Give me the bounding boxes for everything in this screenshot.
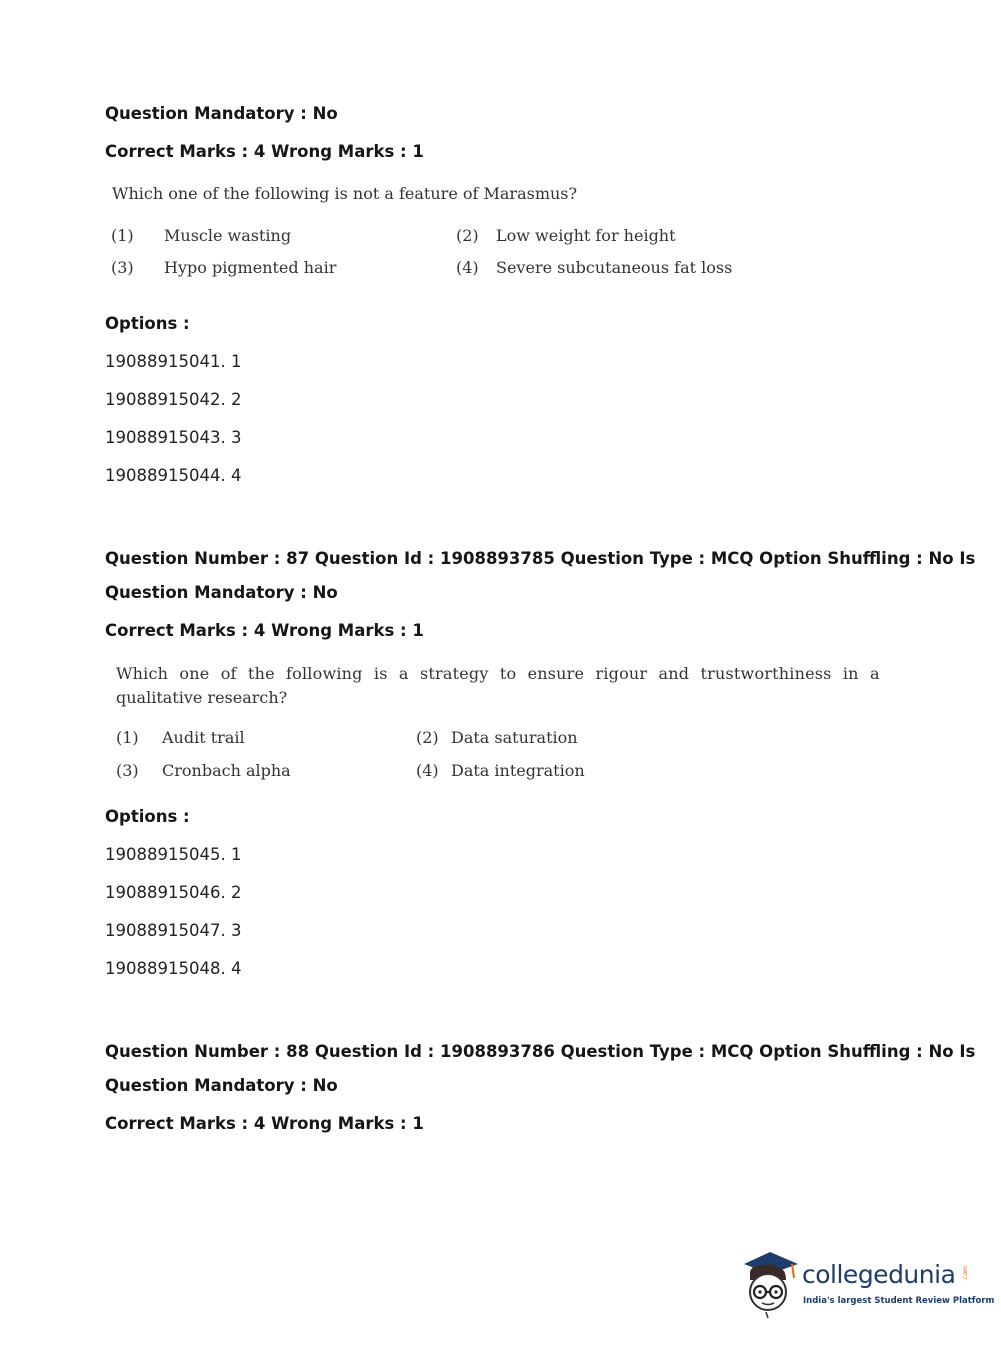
option-id: 19088915043. 3: [105, 428, 242, 447]
logo-suffix: .com: [961, 1266, 969, 1281]
question-mandatory: Question Mandatory : No: [105, 583, 338, 602]
option-id: 19088915042. 2: [105, 390, 242, 409]
option-id: 19088915041. 1: [105, 352, 242, 371]
choice-text: Data integration: [451, 761, 585, 780]
question-header: Question Number : 88 Question Id : 1908893786 Question Type : MCQ Option Shuffling : No Is: [105, 1042, 976, 1061]
choice-text: Data saturation: [451, 728, 578, 747]
mascot-icon: [740, 1250, 802, 1320]
choice-text: Low weight for height: [496, 226, 676, 245]
collegedunia-logo: [740, 1250, 995, 1320]
question-mandatory: Question Mandatory : No: [105, 104, 338, 123]
options-label: Options :: [105, 807, 190, 826]
option-id: 19088915045. 1: [105, 845, 242, 864]
marks-line: Correct Marks : 4 Wrong Marks : 1: [105, 142, 424, 161]
question-text: Which one of the following is a strategy to ensure rigour and trustworthiness in a: [116, 664, 880, 683]
marks-line: Correct Marks : 4 Wrong Marks : 1: [105, 621, 424, 640]
question-text: Which one of the following is not a feature of Marasmus?: [112, 184, 578, 203]
choice-text: Cronbach alpha: [162, 761, 291, 780]
option-id: 19088915046. 2: [105, 883, 242, 902]
choice-number: (3): [111, 258, 134, 277]
choice-text: Audit trail: [162, 728, 245, 747]
choice-number: (4): [416, 761, 439, 780]
options-label: Options :: [105, 314, 190, 333]
choice-number: (1): [116, 728, 139, 747]
marks-line: Correct Marks : 4 Wrong Marks : 1: [105, 1114, 424, 1133]
choice-number: (1): [111, 226, 134, 245]
logo-wordmark: collegedunia: [802, 1260, 956, 1289]
option-id: 19088915048. 4: [105, 959, 242, 978]
option-id: 19088915044. 4: [105, 466, 242, 485]
choice-text: Muscle wasting: [164, 226, 292, 245]
choice-text: Hypo pigmented hair: [164, 258, 337, 277]
question-mandatory: Question Mandatory : No: [105, 1076, 338, 1095]
choice-number: (2): [456, 226, 479, 245]
choice-number: (4): [456, 258, 479, 277]
choice-number: (3): [116, 761, 139, 780]
logo-tagline: India's largest Student Review Platform: [803, 1296, 995, 1306]
choice-number: (2): [416, 728, 439, 747]
question-text-continued: qualitative research?: [116, 688, 288, 707]
option-id: 19088915047. 3: [105, 921, 242, 940]
choice-text: Severe subcutaneous fat loss: [496, 258, 733, 277]
question-header: Question Number : 87 Question Id : 1908893785 Question Type : MCQ Option Shuffling : No Is: [105, 549, 976, 568]
